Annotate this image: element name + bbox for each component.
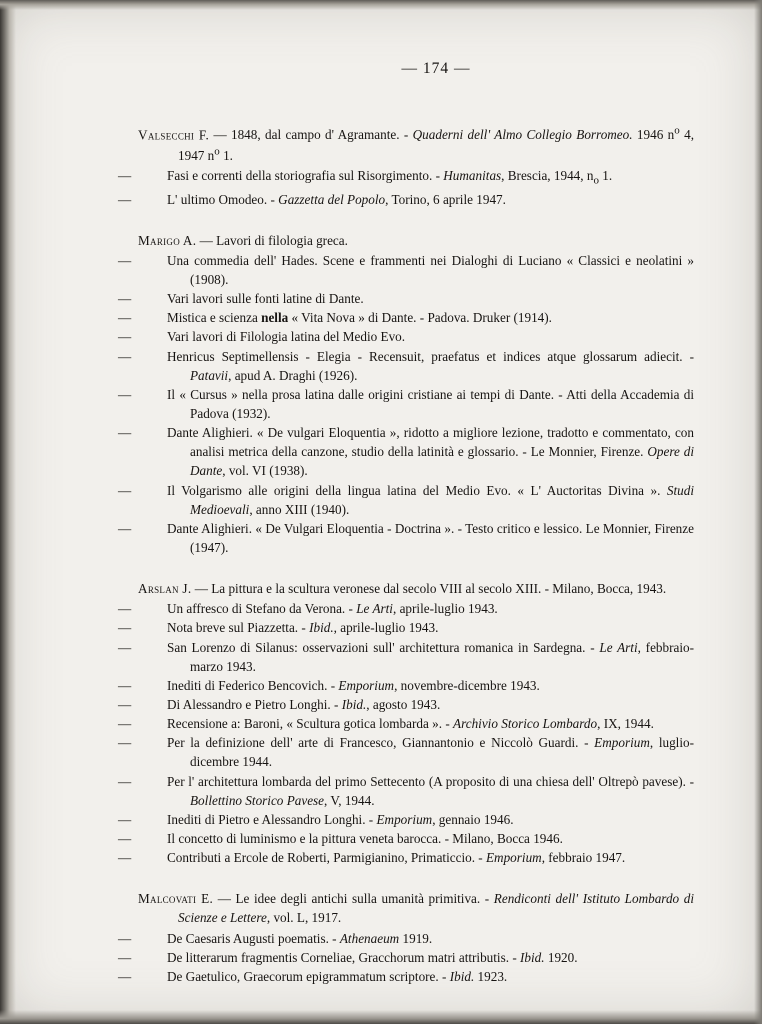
em-dash: — xyxy=(118,425,132,441)
em-dash: — xyxy=(118,168,132,184)
em-dash: — xyxy=(118,831,132,846)
entry-author: Malcovati E. xyxy=(138,891,214,907)
page-number: — 174 — xyxy=(401,60,471,77)
entry-heading xyxy=(138,231,694,250)
entry-item: — De Gaetulico, Graecorum epigrammatum scriptore. - Ibid. 1923. xyxy=(138,967,694,986)
em-dash: — xyxy=(118,291,132,307)
entry-heading xyxy=(138,889,694,927)
entry-item: — Inediti di Pietro e Alessandro Longhi. - Emporium, gennaio 1946. xyxy=(138,810,694,829)
entry-item: — San Lorenzo di Silanus: osservazioni sull' architettura romanica in Sardegna. - Le Arti, febbraio-marzo 1943. xyxy=(118,639,694,674)
entry-item: — De litterarum fragmentis Corneliae, Gracchorum matri attributis. - Ibid. 1920. xyxy=(138,948,694,967)
entry-item: — Il Volgarismo alle origini della lingua latina del Medio Evo. « L' Auctoritas Divina ». Studi Medioevali, anno XIII (1940). xyxy=(118,482,694,517)
entry-heading-text: — Lavori di filologia greca. xyxy=(196,232,348,248)
em-dash: — xyxy=(118,386,132,402)
entry-heading xyxy=(138,579,694,598)
entry-item: — Contributi a Ercole de Roberti, Parmigianino, Primaticcio. - Emporium, febbraio 1947. xyxy=(138,848,694,867)
em-dash: — xyxy=(118,520,132,536)
em-dash: — xyxy=(118,677,132,693)
em-dash: — xyxy=(118,601,132,617)
entry-item: — Vari lavori di Filologia latina del Medio Evo. xyxy=(138,327,694,346)
em-dash: — xyxy=(118,620,132,636)
entry-item: — Una commedia dell' Hades. Scene e frammenti nei Dialoghi di Luciano « Classici e neolatini » (1908). xyxy=(118,252,694,288)
entry-item: — Mistica e scienza nella « Vita Nova » di Dante. - Padova. Druker (1914). xyxy=(138,308,694,327)
em-dash: — xyxy=(118,310,132,326)
entry-heading-text: — Le idee degli antichi sulla umanità primitiva. - Rendiconti dell' Istituto Lombardo di Scienze e Lettere, vol. L, 1917. xyxy=(178,891,694,926)
bibliography-entry xyxy=(118,889,694,986)
em-dash: — xyxy=(118,348,132,364)
em-dash: — xyxy=(118,811,132,827)
em-dash: — xyxy=(118,482,132,498)
entry-item: — Per l' architettura lombarda del primo Settecento (A proposito di una chiesa dell' Oltrepò pavese). - Bollettino Storico Pavese, V, 1944. xyxy=(118,773,694,808)
entry-item: — Per la definizione dell' arte di Francesco, Giannantonio e Niccolò Guardi. - Emporium, luglio-dicembre 1944. xyxy=(118,735,694,770)
page-edge-shadow-bottom xyxy=(0,1010,762,1024)
entry-author: Arslan J. xyxy=(138,581,192,597)
entry-heading xyxy=(138,124,694,165)
em-dash: — xyxy=(118,949,132,965)
em-dash: — xyxy=(118,191,132,207)
page-edge-shadow-top xyxy=(0,0,762,10)
entry-heading-text: — La pittura e la scultura veronese dal secolo VIII al secolo XIII. - Milano, Bocca, 1943. xyxy=(191,581,667,597)
entry-item: — Dante Alighieri. « De Vulgari Eloquentia - Doctrina ». - Testo critico e lessico. Le Monnier, Firenze (1947). xyxy=(118,520,694,556)
entry-author: Valsecchi F. xyxy=(138,127,210,143)
entry-item: — Recensione a: Baroni, « Scultura gotica lombarda ». - Archivio Storico Lombardo, IX, 1944. xyxy=(138,714,694,733)
em-dash: — xyxy=(118,697,132,713)
bibliography-list xyxy=(118,124,695,986)
entry-item: — Inediti di Federico Bencovich. - Emporium, novembre-dicembre 1943. xyxy=(138,676,694,695)
entry-heading-text: — 1848, dal campo d' Agramante. - Quaderni dell' Almo Collegio Borromeo. 1946 $n^o$ 4, 1947 $n^o$ 1. xyxy=(178,125,695,163)
em-dash: — xyxy=(118,735,132,751)
page-edge-shadow-right xyxy=(754,0,762,1024)
em-dash: — xyxy=(118,329,132,345)
entry-item: — Un affresco di Stefano da Verona. - Le Arti, aprile-luglio 1943. xyxy=(138,599,694,618)
entry-item: — Henricus Septimellensis - Elegia - Recensuit, praefatus et indices atque glossarum adiecit. - Patavii, apud A. Draghi (1926). xyxy=(118,348,694,383)
entry-item: — Dante Alighieri. « De vulgari Eloquentia », ridotto a migliore lezione, tradotto e commentato, con analisi metrica della canzone, studio della latinità e glossario. - Le Monnier, Firenze. Opere di Dante, vol. VI (1938). xyxy=(118,425,694,479)
entry-item: — De Caesaris Augusti poematis. - Athenaeum 1919. xyxy=(138,929,694,948)
entry-item: — L' ultimo Omodeo. - Gazzetta del Popolo, Torino, 6 aprile 1947. xyxy=(138,190,694,209)
em-dash: — xyxy=(118,639,132,655)
entry-item: — Il concetto di luminismo e la pittura veneta barocca. - Milano, Bocca 1946. xyxy=(138,829,694,848)
bibliography-entry xyxy=(118,231,694,557)
bibliography-entry xyxy=(118,124,695,209)
em-dash: — xyxy=(118,850,132,866)
entry-item: — Vari lavori sulle fonti latine di Dante. xyxy=(138,289,694,308)
em-dash: — xyxy=(118,716,132,732)
bibliography-entry xyxy=(118,579,694,867)
page-content xyxy=(118,60,695,986)
entry-author: Marigo A. xyxy=(138,232,197,248)
entry-item: — Il « Cursus » nella prosa latina dalle origini cristiane ai tempi di Dante. - Atti della Accademia di Padova (1932). xyxy=(118,386,694,422)
entry-item: — Nota breve sul Piazzetta. - Ibid., aprile-luglio 1943. xyxy=(138,618,694,637)
entry-item: — Di Alessandro e Pietro Longhi. - Ibid., agosto 1943. xyxy=(138,695,694,714)
em-dash: — xyxy=(118,930,132,946)
entry-item: — Fasi e correnti della storiografia sul Risorgimento. - Humanitas, Brescia, 1944, $n_o$ 1. xyxy=(118,168,613,187)
page-edge-shadow-left xyxy=(0,0,16,1024)
em-dash: — xyxy=(118,773,132,789)
em-dash: — xyxy=(118,252,132,268)
em-dash: — xyxy=(118,968,132,984)
